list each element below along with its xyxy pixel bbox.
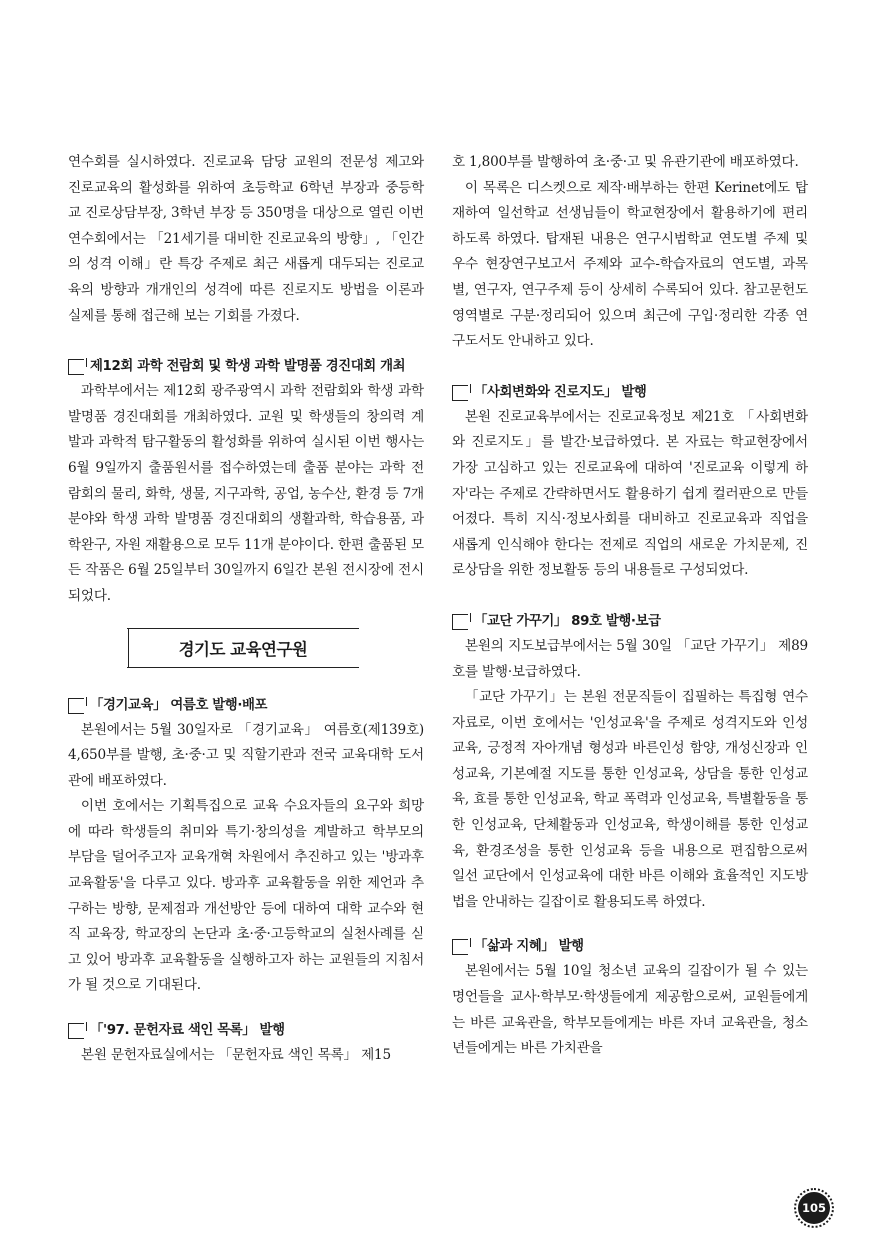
section-title: 제12회 과학 전람회 및 학생 과학 발명품 경진대회 개최 xyxy=(90,359,406,375)
body-paragraph: 이번 호에서는 기획특집으로 교육 수요자들의 요구와 희망에 따라 학생들의 취미와 특기·창의성을 계발하고 학부모의 부담을 덜어주고자 교육개혁 차원에서 추진하고 있는 '방과후 교육활동'을 다루고 있다. 방과후 교육활동을 위한 제언과 추구하는 방향, 문제점과 개선방안 등에 대하여 대학 교수와 현직 교육장, 학교장의 논단과 초·중·고등학교의 실천사례를 싣고 있어 방과후 교육활동을 실행하고자 하는 교원들의 지침서가 될 것으로 기대된다. xyxy=(68,798,424,994)
open-box-marker-icon xyxy=(68,359,84,375)
body-paragraph: 과학부에서는 제12회 광주광역시 과학 전람회와 학생 과학 발명품 경진대회를 개최하였다. 교원 및 학생들의 창의력 계발과 과학적 탐구활동의 활성화를 위하여 실시된 이번 행사는 6월 9일까지 출품원서를 접수하였는데 출품 분야는 과학 전람회의 물리, 화학, 생물, 지구과학, 공업, 농수산, 환경 등 7개 분야와 학생 과학 발명품 경진대회의 생활과학, 학습용품, 과학완구, 자원 재활용으로 모두 11개 분야이다. 한편 출품된 모든 작품은 6월 25일부터 30일까지 6일간 본원 전시장에 전시되었다. xyxy=(68,383,424,604)
section-heading-index xyxy=(68,1019,424,1043)
page-number: 105 xyxy=(801,1201,826,1215)
body-paragraph: 본원의 지도보급부에서는 5월 30일 「교단 가꾸기」 제89호를 발행·보급하였다. xyxy=(452,637,808,680)
section-title: 「삶과 지혜」 발행 xyxy=(474,939,584,955)
body-paragraph: 본원 문헌자료실에서는 「문헌자료 색인 목록」 제15 xyxy=(80,1047,391,1064)
section-title: 「교단 가꾸기」 89호 발행·보급 xyxy=(474,613,661,629)
section-heading-gyodan xyxy=(452,610,808,634)
continued-paragraph: 호 1,800부를 발행하여 초·중·고 및 유관기관에 배포하였다. xyxy=(452,154,799,170)
right-column xyxy=(452,150,808,1062)
open-box-marker-icon xyxy=(68,1023,84,1039)
body-paragraph: 본원에서는 5월 10일 청소년 교육의 길잡이가 될 수 있는 명언들을 교사·학부모·학생들에게 제공함으로써, 교원들에게는 바른 교육관을, 학부모들에게는 바른 자녀 교육관을, 청소년들에게는 바른 가치관을 xyxy=(452,963,808,1057)
section-heading-society xyxy=(452,381,808,405)
page-number-badge xyxy=(798,1192,830,1224)
body-paragraph: 본원 진로교육부에서는 진로교육정보 제21호 「사회변화와 진로지도」를 발간·보급하였다. 본 자료는 학교현장에서 가장 고심하고 있는 진로교육에 대하여 '진로교육 이렇게 하자'라는 주제로 간략하면서도 활용하기 쉽게 컬러판으로 만들어졌다. 특히 지식·정보사회를 대비하고 진로교육과 직업을 새롭게 인식해야 한다는 전제로 직업의 새로운 가치문제, 진로상담을 위한 정보활동 등의 내용들로 구성되었다. xyxy=(452,408,808,579)
institute-title-box xyxy=(128,628,357,668)
left-column xyxy=(68,150,424,1069)
section-title: 「사회변화와 진로지도」 발행 xyxy=(474,384,647,400)
open-box-marker-icon xyxy=(452,939,468,955)
open-box-marker-icon xyxy=(68,698,84,714)
body-paragraph: 이 목록은 디스켓으로 제작·배부하는 한편 Kerinet에도 탑재하여 일선학교 선생님들이 학교현장에서 활용하기에 편리하도록 하였다. 탑재된 내용은 연구시범학교 연도별 주제 및 우수 현장연구보고서 주제와 교수-학습자료의 연도별, 과목별, 연구자, 연구주제 등이 상세히 수록되어 있다. 참고문헌도 영역별로 구분·정리되어 있으며 최근에 구입·정리한 각종 연구도서도 안내하고 있다. xyxy=(452,179,808,350)
open-box-marker-icon xyxy=(452,385,468,401)
intro-paragraph: 연수회를 실시하였다. 진로교육 담당 교원의 전문성 제고와 진로교육의 활성화를 위하여 초등학교 6학년 부장과 중등학교 진로상담부장, 3학년 부장 등 350명을 대상으로 열린 이번 연수회에서는 「21세기를 대비한 진로교육의 방향」, 「인간의 성격 이해」란 특강 주제로 최근 새롭게 대두되는 진로교육의 방향과 개개인의 성격에 따른 진로지도 방법을 이론과 실제를 통해 접근해 보는 기회를 가졌다. xyxy=(68,154,424,324)
section-title: 「경기교육」 여름호 발행·배포 xyxy=(90,697,268,713)
institute-title: 경기도 교육연구원 xyxy=(178,639,308,659)
open-box-marker-icon xyxy=(452,614,468,630)
body-paragraph: 「교단 가꾸기」는 본원 전문직들이 집필하는 특집형 연수자료로, 이번 호에서는 '인성교육'을 주제로 성격지도와 인성교육, 긍정적 자아개념 형성과 바른인성 함양, 개성신장과 인성교육, 기본예절 지도를 통한 인성교육, 상담을 통한 인성교육, 효를 통한 인성교육, 학교 폭력과 인성교육, 특별활동을 통한 인성교육, 단체활동과 인성교육, 학생이해를 통한 인성교육, 환경조성을 통한 인성교육 등을 내용으로 편집함으로써 일선 교단에서 인성교육에 대한 바른 이해와 효율적인 지도방법을 안내하는 길잡이로 활용되도록 하였다. xyxy=(452,689,808,910)
section-heading-gyeonggi xyxy=(68,694,424,718)
section-title: 「'97. 문헌자료 색인 목록」 발행 xyxy=(90,1023,285,1039)
section-heading-wisdom xyxy=(452,935,808,959)
section-heading-science xyxy=(68,355,424,379)
body-paragraph: 본원에서는 5월 30일자로 「경기교육」 여름호(제139호) 4,650부를 발행, 초·중·고 및 직할기관과 전국 교육대학 도서관에 배포하였다. xyxy=(68,721,424,789)
